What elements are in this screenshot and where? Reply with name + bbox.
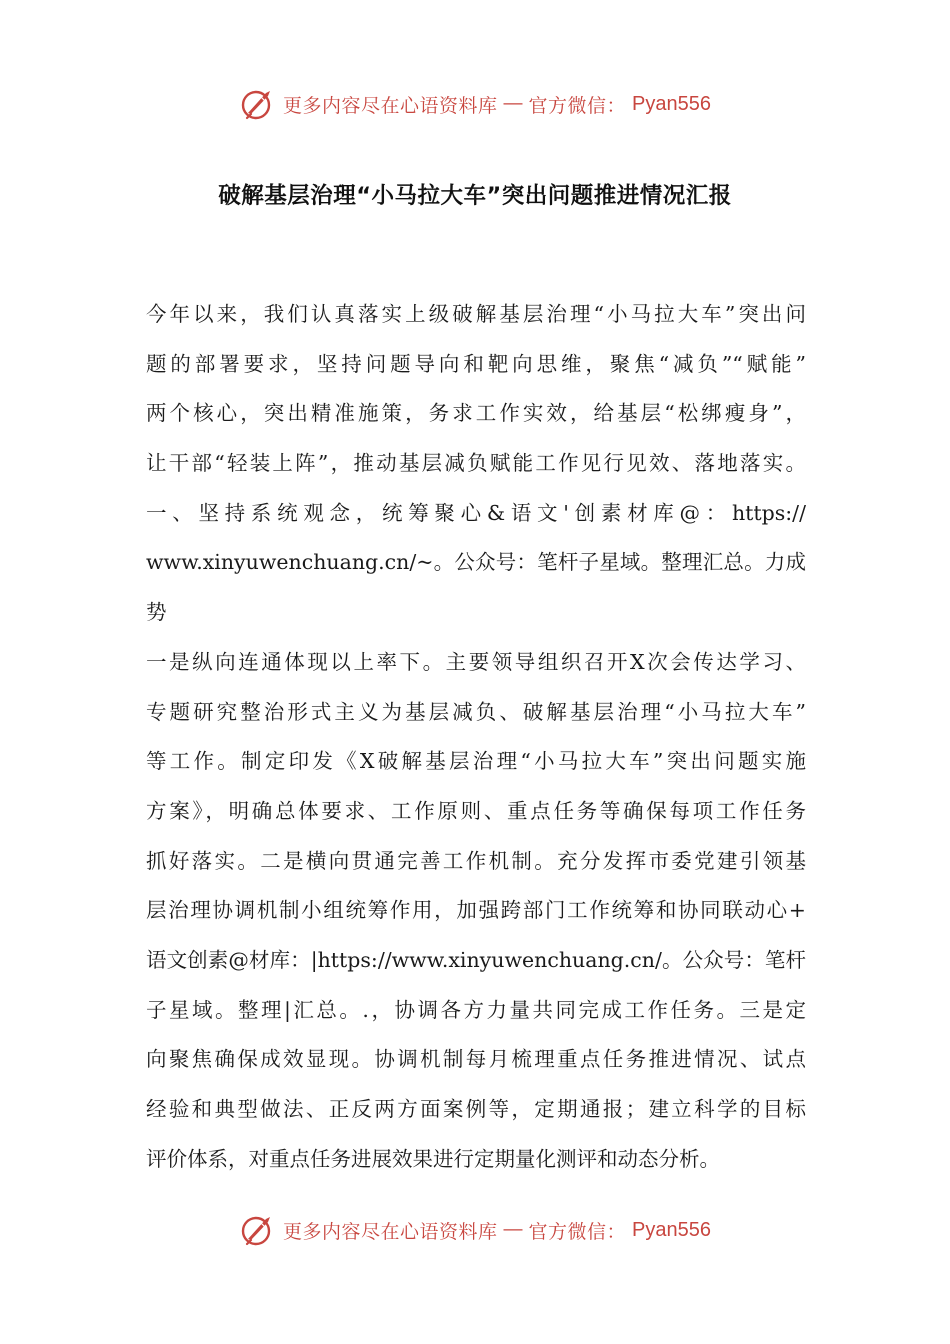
quill-logo-icon — [239, 1211, 277, 1249]
body-line: 势 — [146, 600, 167, 625]
body-line: 题的部署要求，坚持问题导向和靶向思维，聚焦“减负”“赋能” — [146, 351, 806, 376]
body-line: 方案》，明确总体要求、工作原则、重点任务等确保每项工作任务 — [146, 798, 806, 823]
watermark-id: Pyan556 — [632, 1218, 711, 1241]
body-line: 语文创素@材库：|https://www.xinyuwenchuang.cn/。公众号：笔杆 — [146, 947, 806, 972]
body-line: www.xinyuwenchuang.cn/~。公众号：笔杆子星域。整理汇总。力成 — [146, 550, 806, 575]
watermark-brand: 更多内容尽在心语资料库 — [283, 94, 498, 117]
body-line: 一是纵向连通体现以上率下。主要领导组织召开X次会传达学习、 — [146, 649, 806, 674]
body-line: 向聚焦确保成效显现。协调机制每月梳理重点任务推进情况、试点 — [146, 1047, 806, 1072]
watermark-label: 官方微信： — [528, 94, 627, 117]
body-line: 评价体系，对重点任务进展效果进行定期量化测评和动态分析。 — [146, 1146, 720, 1171]
body-line: 子星域。整理|汇总。.，协调各方力量共同完成工作任务。三是定 — [146, 997, 806, 1022]
document-title: 破解基层治理“小马拉大车”突出问题推进情况汇报 — [218, 183, 732, 209]
watermark-dash: — — [503, 93, 523, 114]
body-line: 经验和典型做法、正反两方面案例等，定期通报；建立科学的目标 — [146, 1097, 806, 1121]
body-line: 层治理协调机制小组统筹作用，加强跨部门工作统筹和协同联动心+ — [146, 898, 806, 923]
body-line: 今年以来，我们认真落实上级破解基层治理“小马拉大车”突出问 — [146, 302, 806, 326]
body-line: 让干部“轻装上阵”，推动基层减负赋能工作见行见效、落地落实。 — [146, 451, 806, 476]
footer-watermark — [0, 1210, 950, 1250]
body-line: 一、坚持系统观念，统筹聚心&语文'创素材库@：https:// — [146, 500, 806, 525]
watermark-dash: — — [503, 1219, 523, 1240]
body-line: 专题研究整治形式主义为基层减负、破解基层治理“小马拉大车” — [146, 699, 806, 724]
quill-logo-icon — [239, 85, 277, 123]
watermark-brand: 更多内容尽在心语资料库 — [283, 1220, 498, 1243]
document-body — [146, 294, 806, 1188]
body-line: 抓好落实。二是横向贯通完善工作机制。充分发挥市委党建引领基 — [146, 848, 806, 873]
header-watermark — [0, 84, 950, 124]
body-line: 等工作。制定印发《X破解基层治理“小马拉大车”突出问题实施 — [146, 749, 806, 774]
watermark-id: Pyan556 — [632, 92, 711, 115]
body-line: 两个核心，突出精准施策，务求工作实效，给基层“松绑瘦身”， — [146, 401, 806, 426]
watermark-label: 官方微信： — [528, 1220, 627, 1243]
